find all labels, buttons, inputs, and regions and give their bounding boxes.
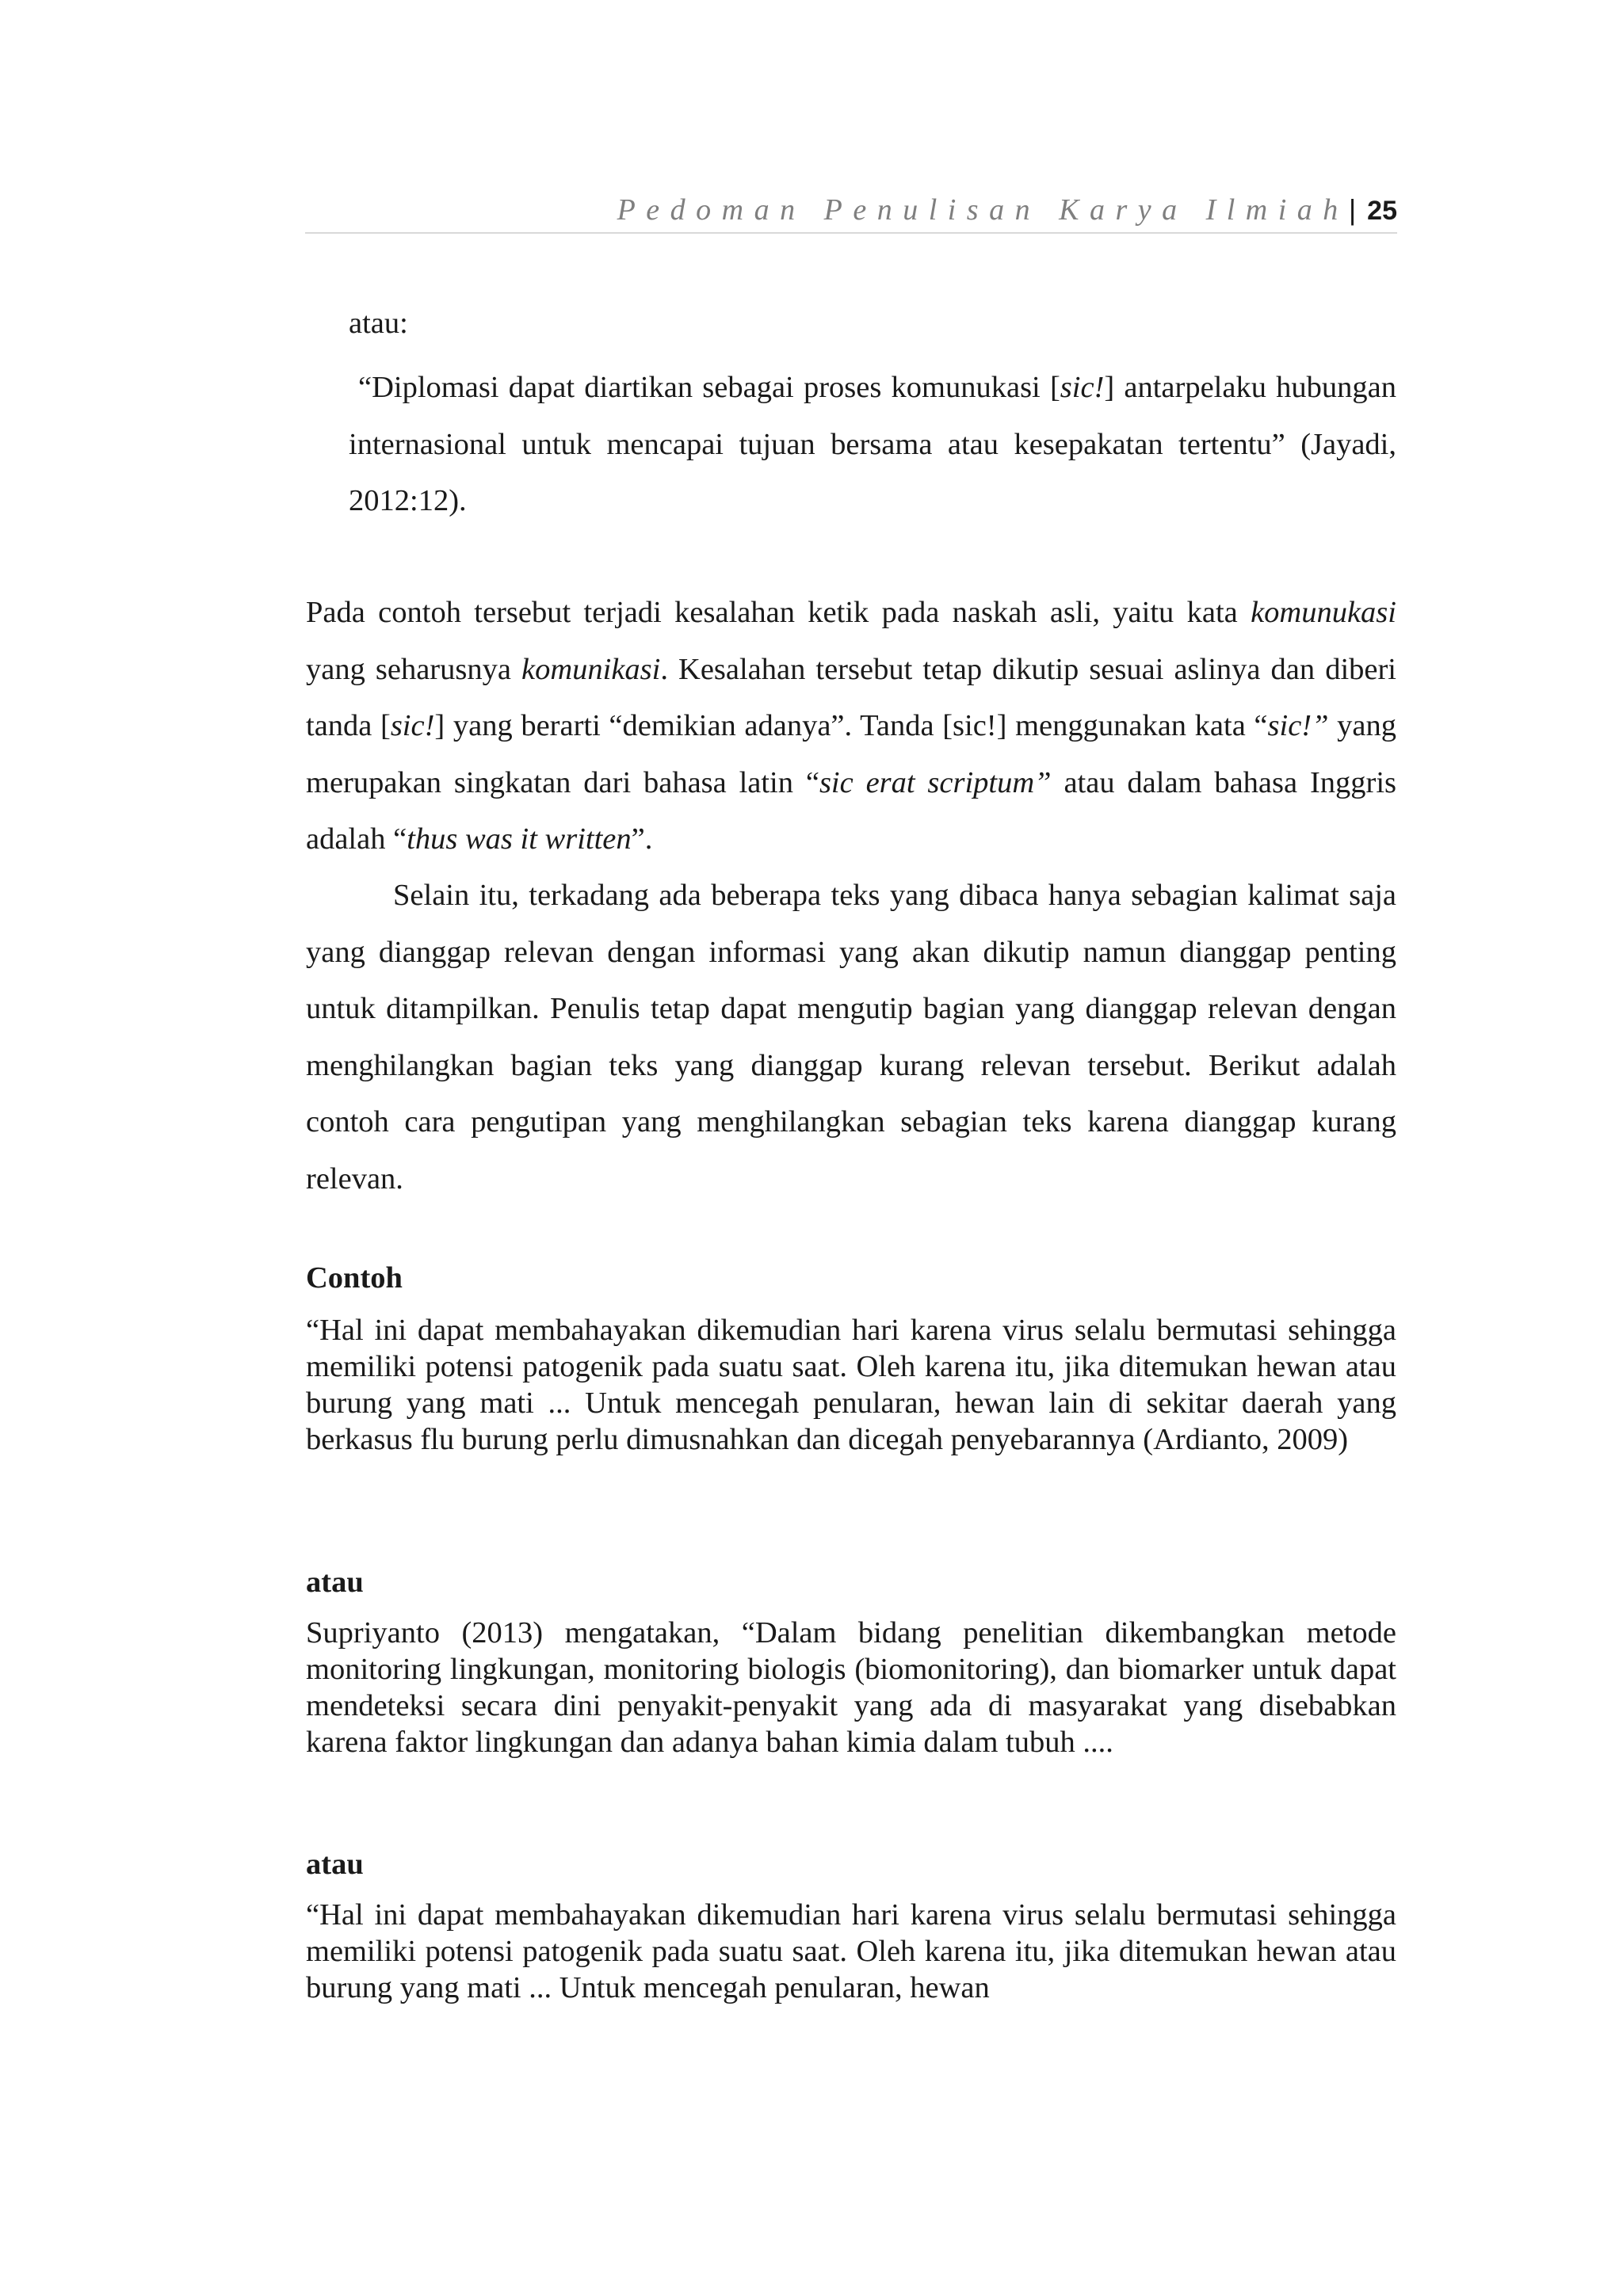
running-header-text — [617, 193, 1397, 227]
text-run: Pada contoh tersebut terjadi kesalahan ketik pada naskah asli, yaitu kata — [306, 596, 1251, 629]
italic-text-run: sic erat scriptum” — [819, 765, 1052, 799]
text-run: ] antarpelaku hubungan internasional untuk mencapai tujuan bersama atau kesepakatan tertentu” (Jayadi, 2012:12). — [349, 371, 1397, 517]
text-run: ] yang berarti “demikian adanya”. Tanda [sic!] menggunakan kata “ — [434, 709, 1268, 742]
intro-label: atau: — [349, 307, 408, 340]
quotation-sic-example — [349, 360, 1396, 530]
paragraph-partial-quote: Selain itu, terkadang ada beberapa teks yang dibaca hanya sebagian kalimat saja yang dianggap relevan dengan informasi yang akan dikutip namun dianggap penting untuk ditampilkan. Penulis tetap dapat mengutip bagian yang dianggap relevan dengan menghilangkan bagian teks yang dianggap kurang relevan tersebut. Berikut adalah contoh cara pengutipan yang menghilangkan sebagian teks karena dianggap kurang relevan. — [306, 879, 1396, 1196]
paragraph-sic-explanation — [306, 585, 1396, 868]
text-run: yang merupakan singkatan dari bahasa latin “ — [306, 709, 1396, 799]
italic-text-run: sic!” — [1267, 709, 1329, 742]
alternative-heading-2: atau — [306, 1848, 364, 1881]
running-header — [305, 193, 1397, 234]
page-number: 25 — [1367, 196, 1397, 226]
example-quote-3: “Hal ini dapat membahayakan dikemudian hari karena virus selalu bermutasi sehingga memiliki potensi patogenik pada suatu saat. Oleh karena itu, jika ditemukan hewan atau burung yang mati ... Untuk mencegah penularan, hewan — [306, 1898, 1396, 2004]
example-quote-2: Supriyanto (2013) mengatakan, “Dalam bidang penelitian dikembangkan metode monitoring lingkungan, monitoring biologis (biomonitoring), dan biomarker untuk dapat mendeteksi secara dini penyakit-penyakit yang ada di masyarakat yang disebabkan karena faktor lingkungan dan adanya bahan kimia dalam tubuh .... — [306, 1616, 1396, 1759]
alternative-heading-1: atau — [306, 1566, 364, 1599]
text-run: . Kesalahan tersebut tetap dikutip sesuai aslinya dan diberi tanda [ — [306, 652, 1396, 742]
italic-text-run: komunukasi — [1251, 596, 1396, 629]
header-separator: | — [1348, 193, 1357, 226]
text-run: “Diplomasi dapat diartikan sebagai proses komunukasi [ — [358, 371, 1060, 404]
example-heading: Contoh — [306, 1261, 403, 1295]
example-quote-1: “Hal ini dapat membahayakan dikemudian hari karena virus selalu bermutasi sehingga memiliki potensi patogenik pada suatu saat. Oleh karena itu, jika ditemukan hewan atau burung yang mati ... Untuk mencegah penularan, hewan lain di sekitar daerah yang berkasus flu burung perlu dimusnahkan dan dicegah penyebarannya (Ardianto, 2009) — [306, 1314, 1396, 1456]
header-title: Pedoman Penulisan Karya Ilmiah — [617, 193, 1349, 227]
italic-text-run: sic! — [390, 709, 435, 742]
text-run: atau dalam bahasa Inggris adalah “ — [306, 765, 1397, 856]
text-run: ”. — [631, 822, 653, 856]
italic-text-run: komunikasi — [521, 652, 661, 686]
italic-text-run: thus was it written — [407, 822, 632, 856]
italic-text-run: sic! — [1060, 371, 1105, 404]
text-run: yang seharusnya — [306, 652, 521, 686]
